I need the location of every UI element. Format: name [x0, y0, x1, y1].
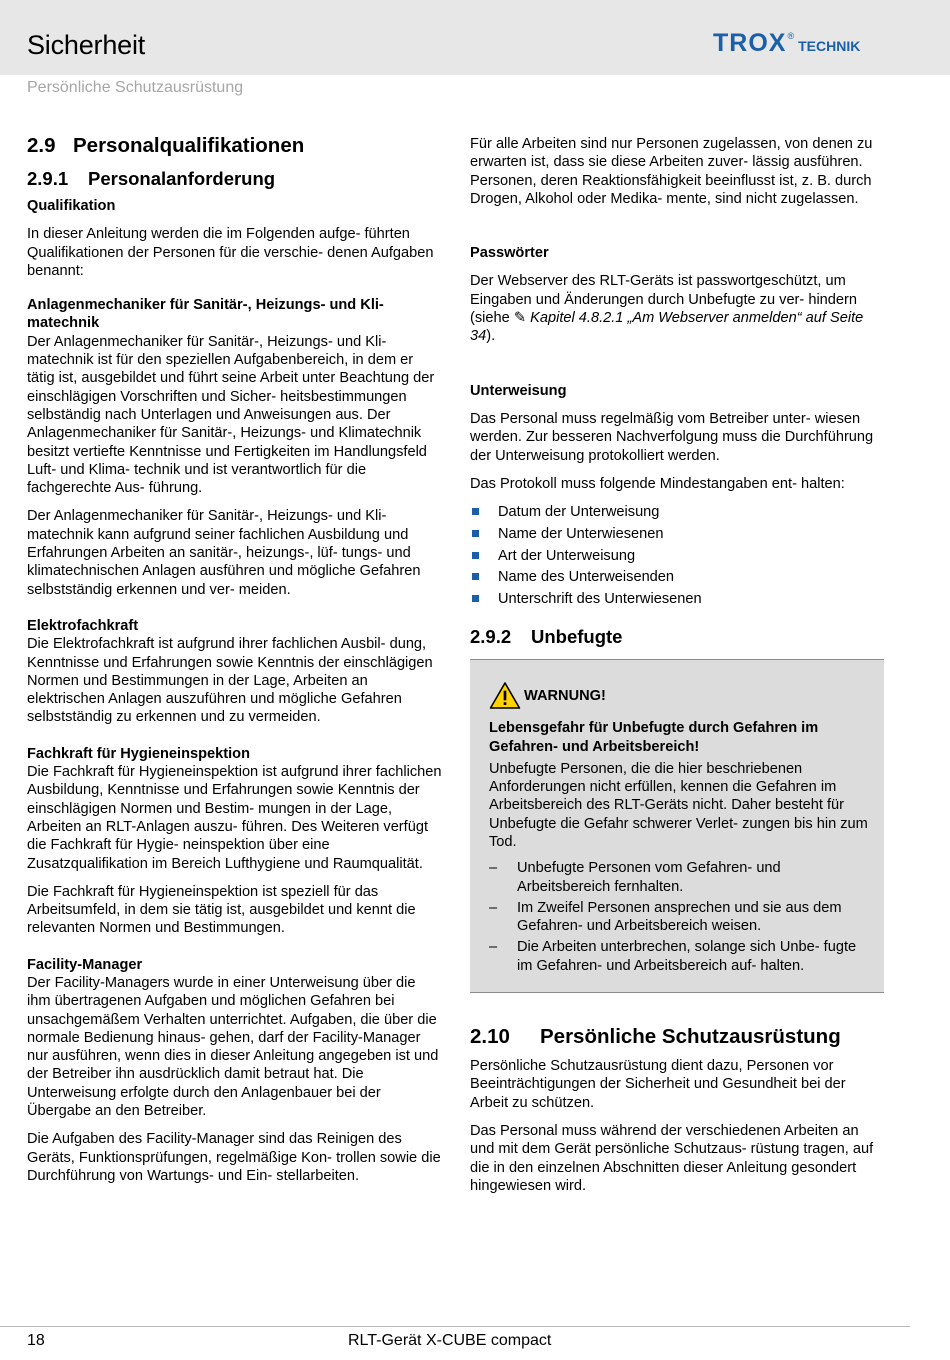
anlagenmechaniker-paragraph-1: Der Anlagenmechaniker für Sanitär-, Heizungs- und Kli- matechnik ist für den speziellen Aufgabenbereich, in dem er tätig ist, ausgebildet und führt seine Arbeit unter Beachtung der einschlägigen Vorschriften und Sicher- heitsbestimmungen selbständig nach Unterlagen und Anweisungen aus. Der Anlagenmechaniker für Sanitär-, Heizungs- und Klimatechnik besitzt vertiefte Kenntnisse und Fertigkeiten im Handlungsfeld Luft- und Klima- technik und ist verantwortlich für die fachgerechte Aus- führung.	[27, 333, 435, 497]
left-column	[27, 130, 442, 1195]
hygieneinspektion-paragraph-1: Die Fachkraft für Hygieneinspektion ist aufgrund ihrer fachlichen Ausbildung, Kenntnisse und Erfahrungen sowie Kenntnis der einschlägigen Normen und Bestim- mungen in der Lage, Arbeiten an RLT-Anlagen auszu- führen. Des Weiteren verfügt die Fachkraft für Hygie- neinspektion über eine Zusatzqualifikation im Bereich Lufthygiene und Raumqualität.	[27, 764, 442, 872]
heading-text: Unbefugte	[531, 626, 623, 648]
header-title: Sicherheit	[27, 30, 146, 60]
heading-2-9-2	[470, 626, 884, 648]
elektrofachkraft-paragraph: Die Elektrofachkraft ist aufgrund ihrer fachlichen Ausbil- dung, Kenntnisse und Erfahrungen sowie Kenntnis der einschlägigen Normen und Bestimmungen in der Lage, Arbeiten an elektrischen Anlagen auszuführen und mögliche Gefahren selbstständig zu erkennen und zu vermeiden.	[27, 636, 433, 726]
heading-text: Personalqualifikationen	[73, 134, 305, 157]
warning-box	[470, 659, 884, 993]
unterweisung-heading: Unterweisung	[470, 382, 567, 399]
passwoerter-text-end: ).	[486, 328, 496, 345]
warning-label: WARNUNG!	[524, 687, 606, 704]
hygieneinspektion-heading: Fachkraft für Hygieneinspektion	[27, 745, 251, 762]
unterweisung-list	[470, 503, 884, 608]
list-item: – Im Zweifel Personen ansprechen und sie aus dem Gefahren- und Arbeitsbereich weisen.	[489, 899, 872, 936]
header-subtitle: Persönliche Schutzausrüstung	[27, 79, 244, 96]
facility-manager-paragraph-1: Der Facility-Managers wurde in einer Unterweisung über die ihm übertragenen Aufgaben und möglichen Gefahren bei unsachgemäßem Verhalten unterrichtet. Aufgaben, die über die normale Bedienung hinaus- gehen, darf der Facility-Manager nur ausführen, wenn dies in dieser Anleitung angegeben ist und der Betreiber ihn ausdrücklich damit betraut hat. Die Unterweisung erfolgte durch den Anlagenbauer bei der Übergabe an den Betreiber.	[27, 974, 439, 1120]
heading-text: Personalanforderung	[88, 168, 276, 189]
unterweisung-paragraph-1: Das Personal muss regelmäßig vom Betreiber unter- wiesen werden. Zur besseren Nachverfolgung muss die Durchführung der Unterweisung protokolliert werden.	[470, 410, 874, 464]
hygieneinspektion-paragraph-2: Die Fachkraft für Hygieneinspektion ist speziell für das Arbeitsumfeld, in dem sie tätig ist, ausgebildet und kennt die relevanten Normen und Bestimmungen.	[27, 883, 416, 937]
heading-number: 2.10	[470, 1025, 510, 1049]
facility-manager-paragraph-2: Die Aufgaben des Facility-Manager sind das Reinigen des Geräts, Funktionsprüfungen, regelmäßige Kon- trollen sowie die Durchführung von Wartungs- und Ein- stellarbeiten.	[27, 1131, 441, 1184]
intro-paragraph: In dieser Anleitung werden die im Folgenden aufge- führten Qualifikationen der Personen für die verschie- denen Aufgaben benannt:	[27, 226, 434, 279]
trox-logo	[713, 30, 860, 56]
list-item: Name der Unterwiesenen	[470, 525, 884, 543]
zulassung-paragraph: Für alle Arbeiten sind nur Personen zugelassen, von denen zu erwarten ist, dass sie diese Arbeiten zuver- lässig ausführen. Personen, deren Reaktionsfähigkeit beeinflusst ist, z. B. durch Drogen, Alkohol oder Medika- mente, sind nicht zugelassen.	[470, 136, 873, 207]
anlagenmechaniker-paragraph-2: Der Anlagenmechaniker für Sanitär-, Heizungs- und Kli- matechnik kann aufgrund seiner fachlichen Ausbildung und Erfahrungen Arbeiten an sanitär-, heizungs-, lüf- tungs- und klimatechnischen Anlagen ausführen und mögliche Gefahren selbstständig erkennen und ver- meiden.	[27, 508, 421, 598]
footer-page-number: 18	[27, 1332, 45, 1349]
heading-2-9	[27, 134, 442, 158]
list-item: – Unbefugte Personen vom Gefahren- und Arbeitsbereich fernhalten.	[489, 859, 872, 896]
passwoerter-text: Der Webserver des RLT-Geräts ist passwortgeschützt, um Eingaben und Änderungen durch Unbefugte zu ver- hindern (siehe	[470, 273, 858, 327]
passwoerter-heading: Passwörter	[470, 245, 549, 262]
warning-text: Unbefugte Personen, die die hier beschriebenen Anforderungen nicht erfüllen, kennen die Gefahren im Arbeitsbereich des RLT-Geräts nicht. Daher besteht für Unbefugte die Gefahr schwerer Verlet- zungen bis hin zum Tod.	[489, 760, 868, 850]
list-item: – Die Arbeiten unterbrechen, solange sich Unbe- fugte im Gefahren- und Arbeitsbereich auf- halten.	[489, 938, 872, 975]
qualifikation-label: Qualifikation	[27, 198, 116, 214]
heading-text: Persönliche Schutzausrüstung	[540, 1025, 841, 1049]
heading-number: 2.9.2	[470, 626, 512, 648]
list-item: Art der Unterweisung	[470, 547, 884, 565]
elektrofachkraft-heading: Elektrofachkraft	[27, 617, 139, 634]
facility-manager-heading: Facility-Manager	[27, 956, 143, 973]
list-item: Unterschrift des Unterwiesenen	[470, 590, 884, 608]
heading-2-10	[470, 1025, 884, 1049]
page-header	[0, 0, 950, 75]
warning-header	[489, 682, 872, 709]
list-item: Datum der Unterweisung	[470, 503, 884, 521]
footer-divider	[0, 1326, 910, 1327]
warning-list	[489, 859, 872, 975]
warning-triangle-icon	[489, 682, 521, 709]
schutzausruestung-paragraph-1: Persönliche Schutzausrüstung dient dazu, Personen vor Beeinträchtigungen der Sicherheit und Gesundheit bei der Arbeit zu schützen.	[470, 1058, 846, 1111]
logo-registered: ®	[787, 31, 795, 41]
logo-technik: TECHNIK	[798, 38, 861, 54]
heading-2-9-1	[27, 168, 442, 190]
passwoerter-paragraph	[470, 272, 884, 345]
footer-document-title: RLT-Gerät X-CUBE compact	[348, 1332, 552, 1349]
right-column	[470, 135, 884, 1205]
list-item: Name des Unterweisenden	[470, 568, 884, 586]
logo-mark: TROX	[713, 29, 787, 57]
schutzausruestung-paragraph-2: Das Personal muss während der verschiedenen Arbeiten an und mit dem Gerät persönliche Schutzaus- rüstung tragen, auf die in den einzelnen Abschnitten dieser Anleitung gesondert hingewiesen wird.	[470, 1122, 874, 1194]
unterweisung-paragraph-2: Das Protokoll muss folgende Mindestangaben ent- halten:	[470, 475, 845, 492]
heading-number: 2.9.1	[27, 168, 69, 189]
heading-number: 2.9	[27, 134, 56, 157]
cross-reference-link[interactable]: Kapitel 4.8.2.1 „Am Webserver anmelden“ auf Seite 34	[470, 310, 864, 345]
warning-title: Lebensgefahr für Unbefugte durch Gefahren im Gefahren- und Arbeitsbereich!	[489, 720, 819, 755]
anlagenmechaniker-heading: Anlagenmechaniker für Sanitär-, Heizungs- und Kli- matechnik	[27, 297, 384, 332]
cross-reference-arrow-icon: ✎	[513, 310, 527, 327]
